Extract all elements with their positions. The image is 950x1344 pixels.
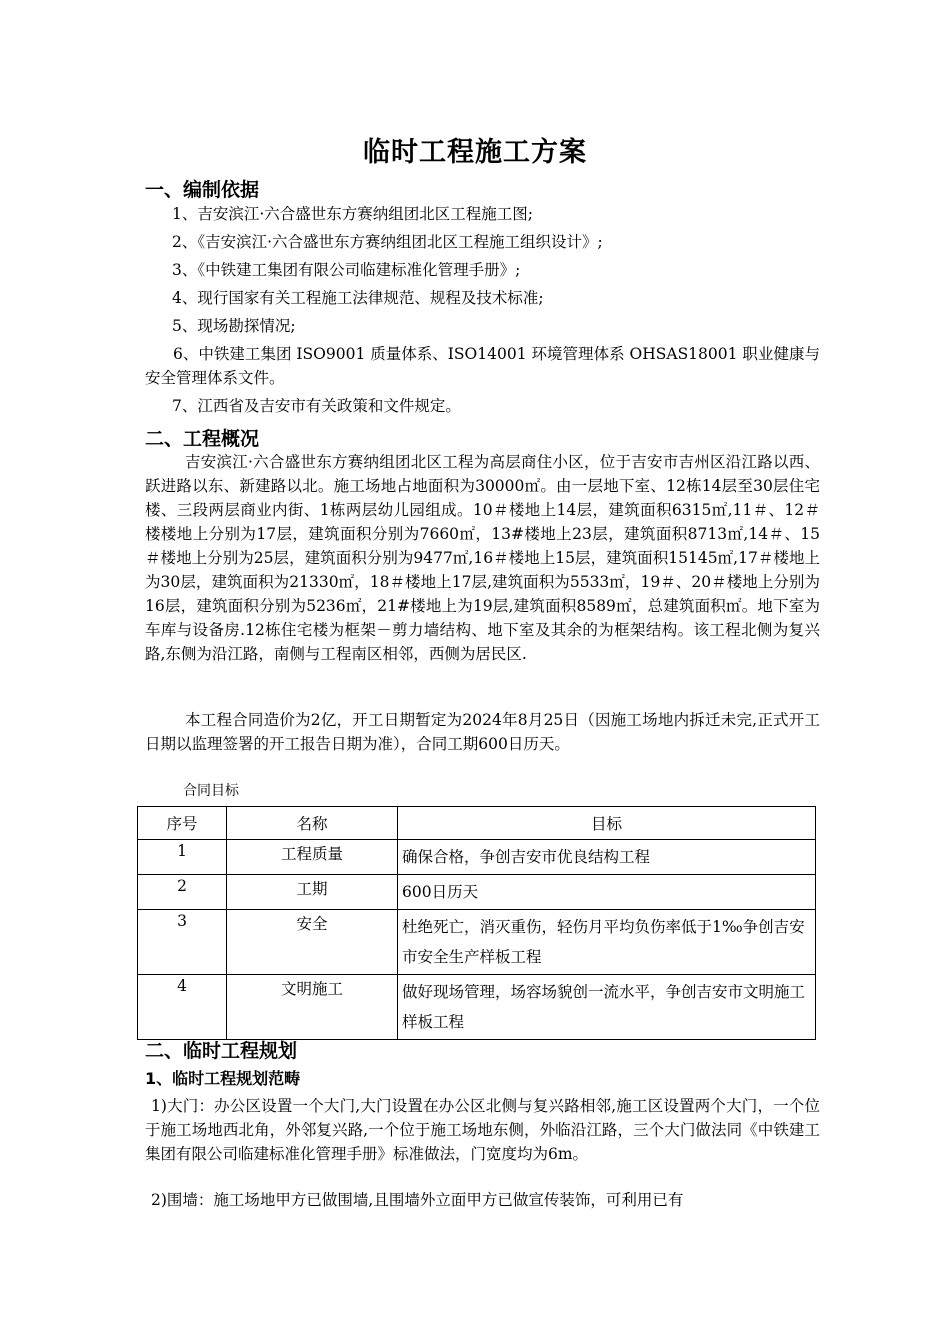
basis-item-1: 1、吉安滨江·六合盛世东方赛纳组团北区工程施工图; <box>172 205 534 223</box>
basis-item-7: 7、江西省及吉安市有关政策和文件规定。 <box>172 397 461 415</box>
basis-item-3: 3、《中铁建工集团有限公司临建标准化管理手册》; <box>172 261 521 279</box>
basis-item-4: 4、现行国家有关工程施工法律规范、规程及技术标准; <box>172 289 544 307</box>
overview-paragraph-2: 本工程合同造价为2亿，开工日期暂定为2024年8月25日（因施工场地内拆迁未完,正式开工日期以监理签署的开工报告日期为准），合同工期600日历天。 <box>145 711 820 753</box>
table-header-seq: 序号 <box>138 807 227 840</box>
section-heading-planning: 二、临时工程规划 <box>145 1040 298 1062</box>
table-row <box>138 840 816 875</box>
contract-goals-table <box>137 806 816 1040</box>
table-caption: 合同目标 <box>183 783 239 799</box>
table-header-goal: 目标 <box>398 807 816 840</box>
section-heading-basis: 一、编制依据 <box>145 179 260 201</box>
table-cell-goal: 杜绝死亡，消灭重伤，轻伤月平均负伤率低于1‰争创吉安市安全生产样板工程 <box>398 910 816 975</box>
table-row <box>138 875 816 910</box>
planning-paragraph-gate: 1)大门：办公区设置一个大门,大门设置在办公区北侧与复兴路相邻,施工区设置两个大门，一个位于施工场地西北角，外邻复兴路,一个位于施工场地东侧，外临沿江路，三个大门做法同《中铁建工集团有限公司临建标准化管理手册》标准做法，门宽度均为6m。 <box>145 1097 820 1163</box>
table-header-name: 名称 <box>227 807 398 840</box>
planning-paragraph-wall: 2)围墙：施工场地甲方已做围墙,且围墙外立面甲方已做宣传装饰，可利用已有 <box>151 1191 684 1209</box>
table-row <box>138 975 816 1040</box>
table-cell-seq: 3 <box>138 910 227 975</box>
overview-paragraph-1: 吉安滨江·六合盛世东方赛纳组团北区工程为高层商住小区，位于吉安市吉州区沿江路以西、跃进路以东、新建路以北。施工场地占地面积为30000㎡。由一层地下室、12栋14层至30层住宅楼、三段两层商业内街、1栋两层幼儿园组成。10＃楼地上14层，建筑面积6315㎡,11＃、12＃楼楼地上分别为17层，建筑面积分别为7660㎡，13#楼地上23层，建筑面积8713㎡,14＃、15＃楼地上分别为25层，建筑面积分别为9477㎡,16＃楼地上15层，建筑面积15145㎡,17＃楼地上为30层，建筑面积为21330㎡，18＃楼地上17层,建筑面积为5533㎡，19＃、20＃楼地上分别为16层，建筑面积分别为5236㎡，21#楼地上为19层,建筑面积8589㎡，总建筑面积㎡。地下室为车库与设备房.12栋住宅楼为框架－剪力墙结构、地下室及其余的为框架结构。该工程北侧为复兴路,东侧为沿江路，南侧与工程南区相邻，西侧为居民区. <box>145 453 820 663</box>
table-cell-goal: 做好现场管理，场容场貌创一流水平，争创吉安市文明施工样板工程 <box>398 975 816 1040</box>
table-cell-name: 文明施工 <box>227 975 398 1040</box>
table-cell-goal: 600日历天 <box>398 875 816 910</box>
table-cell-seq: 2 <box>138 875 227 910</box>
table-cell-name: 安全 <box>227 910 398 975</box>
table-cell-seq: 1 <box>138 840 227 875</box>
table-cell-seq: 4 <box>138 975 227 1040</box>
table-row <box>138 910 816 975</box>
document-title: 临时工程施工方案 <box>363 137 587 168</box>
subsection-heading-scope: 1、临时工程规划范畴 <box>145 1069 301 1088</box>
table-cell-name: 工程质量 <box>227 840 398 875</box>
section-heading-overview: 二、工程概况 <box>145 428 260 450</box>
basis-item-2: 2、《吉安滨江·六合盛世东方赛纳组团北区工程施工组织设计》; <box>172 233 603 251</box>
table-cell-goal: 确保合格，争创吉安市优良结构工程 <box>398 840 816 875</box>
table-cell-name: 工期 <box>227 875 398 910</box>
table-header-row <box>138 807 816 840</box>
basis-item-5: 5、现场勘探情况; <box>172 317 296 335</box>
basis-item-6: 6、中铁建工集团 ISO9001 质量体系、ISO14001 环境管理体系 OHSAS18001 职业健康与安全管理体系文件。 <box>145 345 820 387</box>
